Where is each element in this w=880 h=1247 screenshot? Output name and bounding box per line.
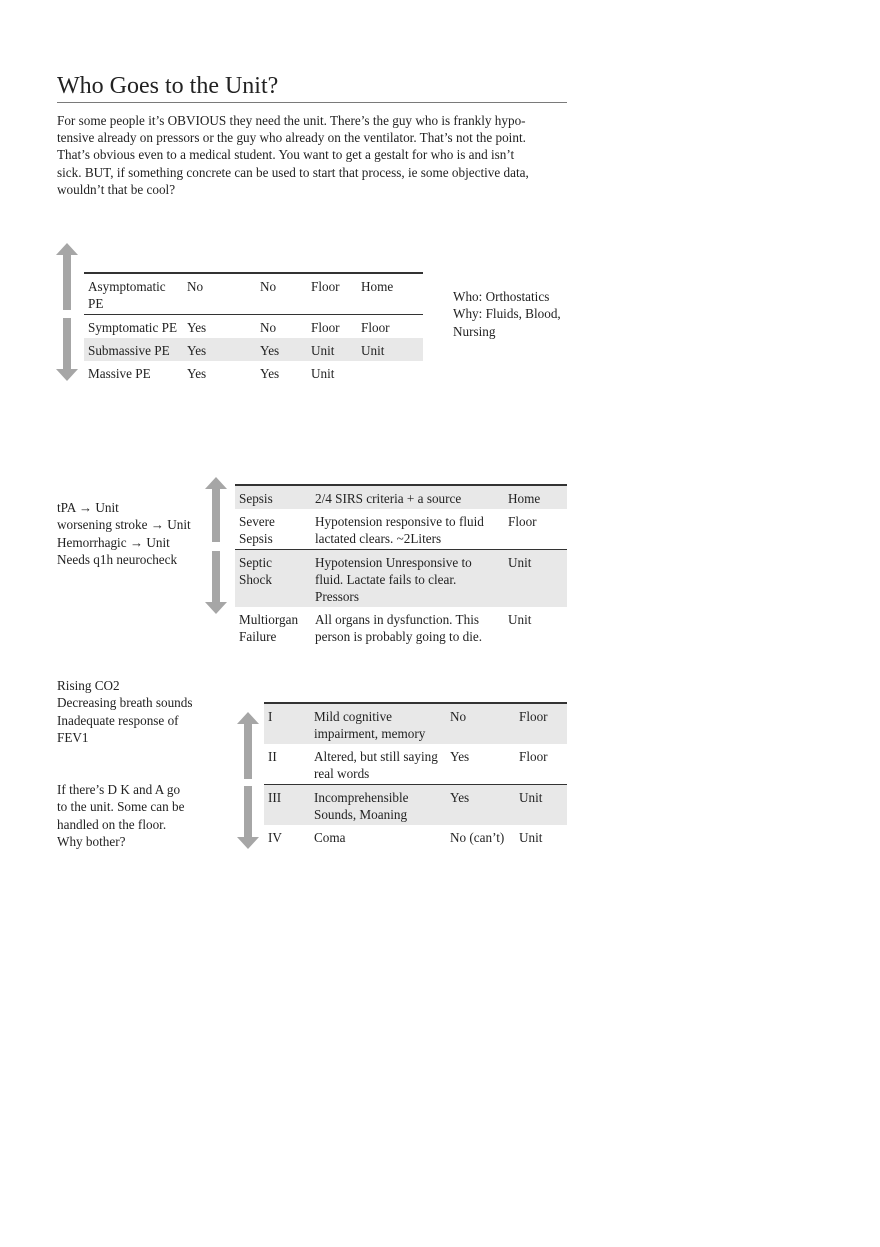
table-row [235, 509, 567, 550]
pe-cell: Unit [307, 338, 357, 361]
intro-line: wouldn’t that be cool? [57, 181, 176, 197]
note-line: Inadequate response of [57, 712, 179, 728]
severity-up-arrow-icon [204, 477, 228, 543]
grade-cell: Altered, but still saying real words [314, 749, 438, 781]
pe-cell: No [183, 273, 256, 315]
sepsis-cell: Hypotension Unresponsive to fluid. Lactate fails to clear. Pressors [311, 550, 504, 608]
grade-cell: I [264, 703, 310, 744]
table-row [235, 607, 567, 647]
sepsis-cell: Home [504, 485, 567, 509]
pe-cell: Floor [307, 315, 357, 339]
sepsis-cell: 2/4 SIRS criteria + a source [311, 485, 504, 509]
grade-cell: Floor [519, 749, 548, 764]
intro-line: That’s obvious even to a medical student. You want to get a gestalt for who is and isn’t [57, 147, 515, 163]
table-row [264, 703, 567, 744]
severity-down-arrow-icon [204, 551, 228, 615]
note-line: Why bother? [57, 833, 126, 849]
grade-cell: Mild cognitive impairment, memory [310, 703, 446, 744]
pe-cell: No [256, 273, 307, 315]
note-line: to the unit. Some can be [57, 799, 185, 815]
table-row [235, 485, 567, 509]
sepsis-cell: Multiorgan Failure [239, 612, 299, 644]
note-line: Needs q1h neurocheck [57, 551, 178, 567]
stroke-note [57, 499, 191, 568]
copd-note-bottom [57, 781, 184, 850]
severity-down-arrow-icon [236, 786, 260, 850]
table-row [84, 315, 423, 339]
severity-up-arrow-icon [236, 712, 260, 780]
note-line: Who: Orthostatics [453, 289, 550, 304]
note-line: FEV1 [57, 729, 89, 745]
sepsis-cell: Unit [508, 612, 532, 627]
pe-cell: Symptomatic PE [84, 315, 183, 339]
page-title: Who Goes to the Unit? [57, 70, 567, 103]
note-line: worsening stroke → Unit [57, 517, 191, 533]
pe-cell: Yes [256, 338, 307, 361]
intro-line: For some people it’s OBVIOUS they need the unit. There’s the guy who is frankly hypo- [57, 113, 526, 128]
sepsis-table [235, 484, 567, 647]
pe-cell [357, 361, 423, 384]
pe-table [84, 272, 423, 384]
pe-cell: Yes [183, 338, 256, 361]
table-row [264, 825, 567, 848]
grade-cell: No [446, 703, 515, 744]
note-line: Nursing [453, 323, 496, 339]
sepsis-cell: Severe Sepsis [239, 514, 275, 546]
copd-note-top [57, 677, 193, 746]
intro-paragraph [57, 112, 567, 198]
grade-cell: Yes [450, 749, 470, 764]
grade-cell: Floor [515, 703, 567, 744]
pe-cell: Home [357, 273, 423, 315]
note-line: Decreasing breath sounds [57, 695, 193, 711]
pe-cell: Massive PE [88, 366, 151, 381]
grade-cell: No (can’t) [450, 830, 505, 845]
pe-cell: Yes [183, 315, 256, 339]
table-row [84, 273, 423, 315]
sepsis-cell: Septic Shock [235, 550, 311, 608]
note-line: If there’s D K and A go [57, 782, 181, 797]
sepsis-cell: Sepsis [235, 485, 311, 509]
grade-cell: II [268, 749, 277, 764]
pe-cell: Submassive PE [84, 338, 183, 361]
table-row [235, 550, 567, 608]
intro-line: sick. BUT, if something concrete can be used to start that process, ie some objective data, [57, 164, 529, 180]
severity-down-arrow-icon [55, 318, 79, 382]
pe-cell: Yes [260, 366, 280, 381]
table-row [84, 338, 423, 361]
pe-cell: Yes [187, 366, 207, 381]
pe-note [453, 288, 561, 340]
pe-cell: Floor [307, 273, 357, 315]
grade-cell: Coma [314, 830, 346, 845]
pe-cell: No [256, 315, 307, 339]
sepsis-cell: Unit [504, 550, 567, 608]
intro-line: tensive already on pressors or the guy who already on the ventilator. That’s not the point. [57, 130, 526, 146]
table-row [264, 785, 567, 826]
pe-cell: Floor [357, 315, 423, 339]
pe-cell: Asymptomatic PE [84, 273, 183, 315]
note-line: handled on the floor. [57, 816, 167, 832]
pe-cell: Unit [311, 366, 335, 381]
note-line: Hemorrhagic → Unit [57, 534, 170, 550]
grade-cell: Incomprehensible Sounds, Moaning [310, 785, 446, 826]
pe-cell: Unit [357, 338, 423, 361]
grade-cell: Yes [446, 785, 515, 826]
sepsis-cell: All organs in dysfunction. This person is probably going to die. [315, 612, 483, 644]
severity-up-arrow-icon [55, 243, 79, 311]
table-row [84, 361, 423, 384]
grade-cell: Unit [519, 830, 543, 845]
grade-cell: III [264, 785, 310, 826]
grade-cell: Unit [515, 785, 567, 826]
grade-cell: IV [268, 830, 282, 845]
note-line: Rising CO2 [57, 678, 120, 693]
note-line: tPA → Unit [57, 500, 119, 515]
sepsis-cell: Floor [508, 514, 537, 529]
table-row [264, 744, 567, 785]
note-line: Why: Fluids, Blood, [453, 306, 561, 322]
mental-status-table [264, 702, 567, 848]
sepsis-cell: Hypotension responsive to fluid lactated clears. ~2Liters [315, 514, 484, 546]
